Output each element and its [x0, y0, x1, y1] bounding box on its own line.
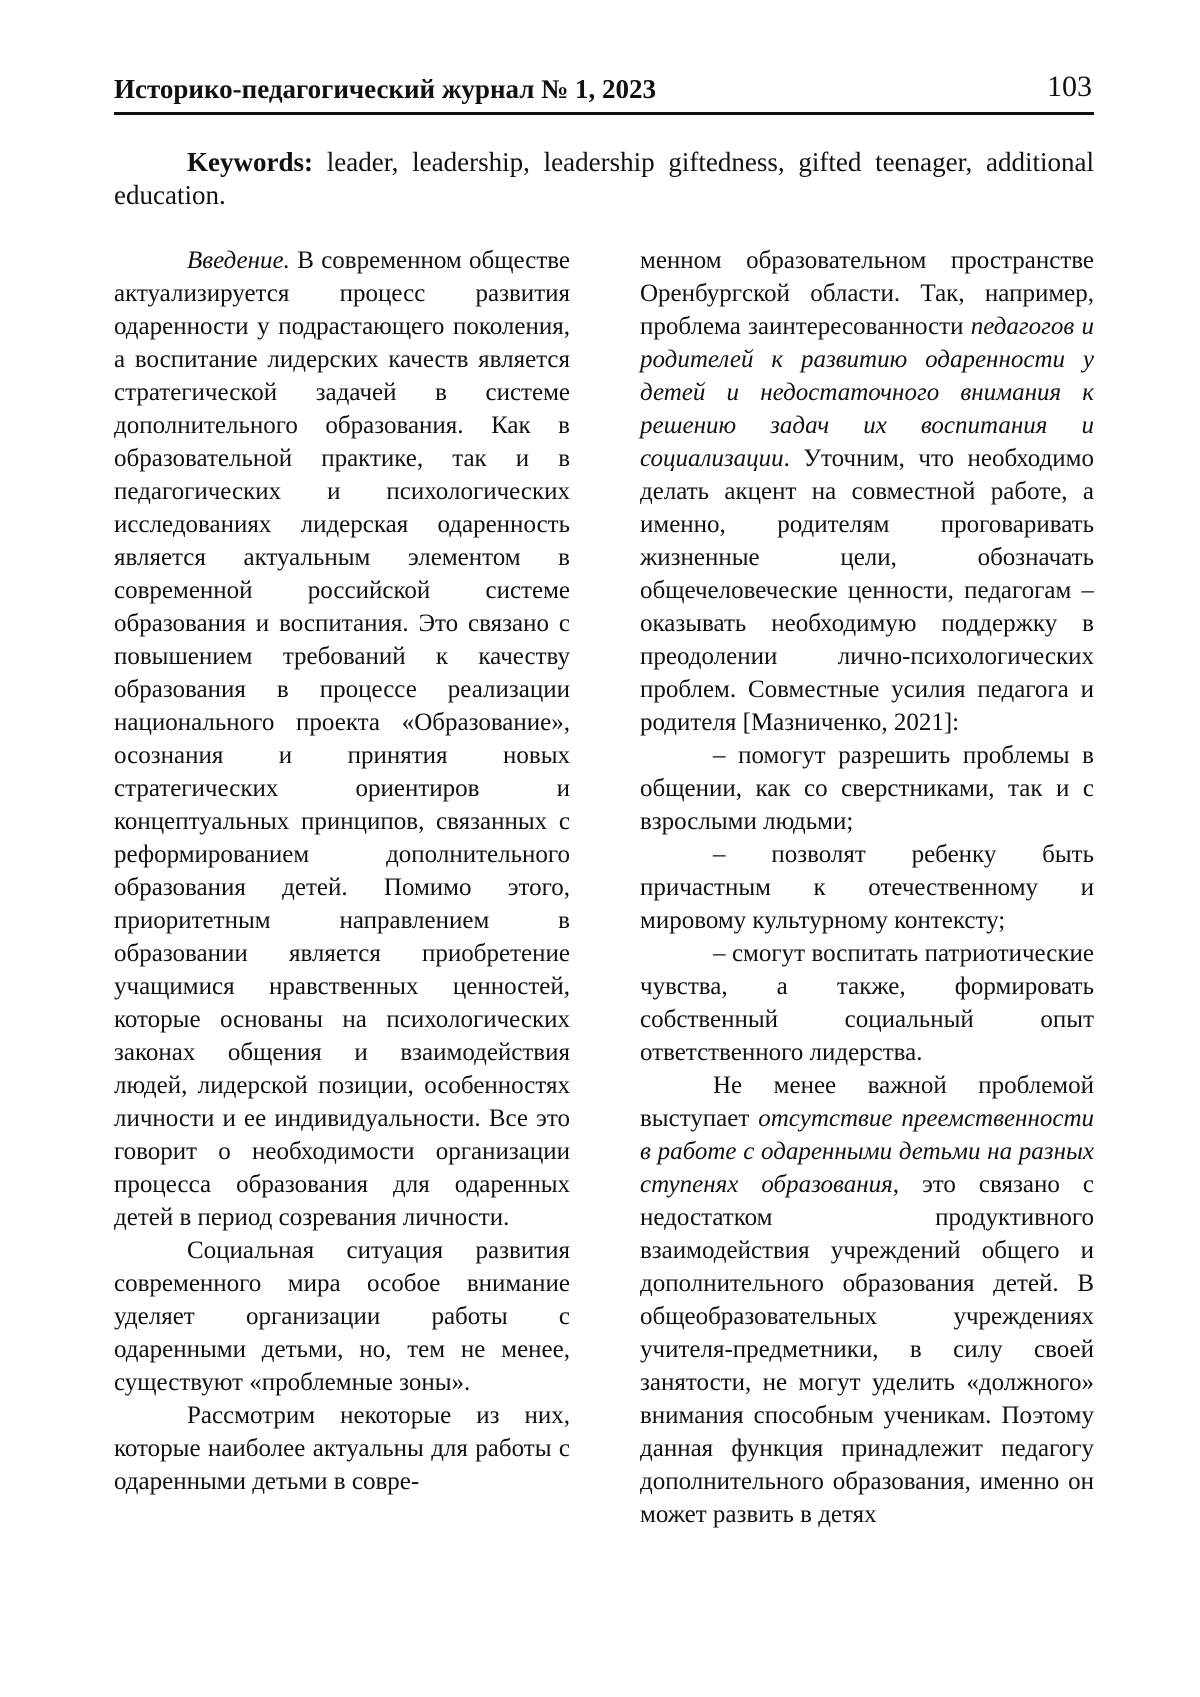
- social-situation-paragraph: Социальная ситуация развития современного мира особое внимание уделяет организации работы с одаренными детьми, но, тем не менее, существуют «проблемные зоны».: [114, 1237, 570, 1396]
- running-header: [114, 66, 1094, 115]
- left-column: [114, 244, 570, 1498]
- list-item: – позволят ребенку быть причастным к отечественному и мировому культурному контексту;: [640, 841, 1094, 934]
- consider-problems-paragraph: Рассмотрим некоторые из них, которые наиболее актуальны для работы с одаренными детьми в совре-: [114, 1402, 570, 1495]
- intro-paragraph: [114, 244, 570, 1234]
- intro-text: В современном обществе актуализируется процесс развития одаренности у подрастающего поколения, а воспитание лидерских качеств является стратегической задачей в системе дополнительного образования. Как в образовательной практике, так и в педагогических и психологических исследованиях лидерская одаренность является актуальным элементом в современной российской системе образования и воспитания. Это связано с повышением требований к качеству образования в процессе реализации национального проекта «Образование», осознания и принятия новых стратегических ориентиров и концептуальных принципов, связанных с реформированием дополнительного образования детей. Помимо этого, приоритетным направлением в образовании является приобретение учащимися нравственных ценностей, которые основаны на психологических законах общения и взаимодействия людей, лидерской позиции, особенностях личности и ее индивидуальности. Все это говорит о необходимости организации процесса образования для одаренных детей в период созревания личности.: [114, 247, 570, 1231]
- continuity-italic: отсутствие преемственности в работе с одаренными детьми на разных ступенях образования: [640, 1105, 1095, 1198]
- continued-paragraph: [640, 244, 1094, 739]
- continued-text-b: . Уточним, что необходимо делать акцент на совместной работе, а именно, родителям проговаривать жизненные цели, обозначать общечеловеческие ценности, педагогам – оказывать необходимую поддержку в преодолении лично-психологических проблем. Совместные усилия педагога и родителя [Мазниченко, 2021]:: [640, 445, 1094, 736]
- keywords-text: leader, leadership, leadership giftedness, gifted teenager, additional education.: [114, 147, 1094, 210]
- right-column: [640, 244, 1094, 1531]
- intro-lead: Введение.: [187, 247, 290, 274]
- keywords-label: Keywords:: [187, 147, 313, 177]
- keywords-paragraph: [114, 146, 1094, 212]
- continued-text-a: менном образовательном пространстве Оренбургской области. Так, например, проблема заинтересованности: [640, 247, 1094, 340]
- page-number: 103: [1047, 70, 1092, 103]
- continuity-paragraph: [640, 1069, 1094, 1531]
- continuity-text-a: Не менее важной проблемой выступает: [640, 1072, 1094, 1132]
- continuity-text-b: , это связано с недостатком продуктивного взаимодействия учреждений общего и дополнительного образования детей. В общеобразовательных учреждениях учителя-предметники, в силу своей занятости, не могут уделить «должного» внимания способным ученикам. Поэтому данная функция принадлежит педагогу дополнительного образования, именно он может развить в детях: [640, 1171, 1094, 1528]
- list-item: – смогут воспитать патриотические чувства, а также, формировать собственный социальный опыт ответственного лидерства.: [640, 940, 1094, 1066]
- journal-title: Историко-педагогический журнал № 1, 2023: [114, 74, 657, 104]
- list-item: – помогут разрешить проблемы в общении, как со сверстниками, так и с взрослыми людьми;: [640, 742, 1094, 835]
- continued-italic: педагогов и родителей к развитию одаренности у детей и недостаточного внимания к решению задач их воспитания и социализации: [640, 313, 1094, 472]
